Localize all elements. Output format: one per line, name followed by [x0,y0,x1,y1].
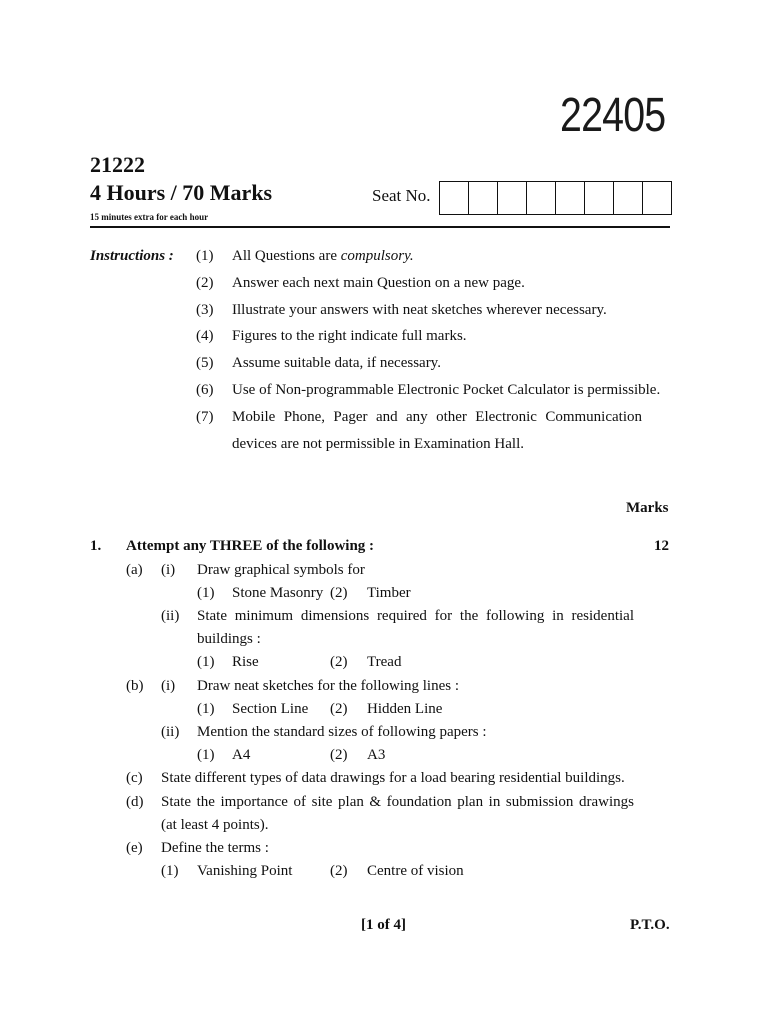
please-turn-over: P.T.O. [630,917,670,933]
question-number: 1. [90,538,102,554]
question-title: Attempt any THREE of the following : [126,538,375,554]
question-text: Draw graphical symbols for [197,562,365,578]
paper-code: 21222 [90,152,145,177]
option-text: Tread [367,654,402,670]
option-number: (2) [330,585,348,601]
option-number: (2) [330,747,348,763]
seat-box[interactable] [584,181,614,215]
instruction-number: (2) [196,275,214,291]
subject-code: 22405 [560,89,666,142]
seat-number-boxes [440,181,672,215]
option-text: Stone Masonry [232,585,324,601]
instruction-number: (4) [196,328,214,344]
instruction-number: (7) [196,409,214,425]
instruction-text: Mobile Phone, Pager and any other Electronic Communication [232,409,642,425]
instruction-text: Use of Non-programmable Electronic Pocket Calculator is permissible. [232,382,661,398]
seat-box[interactable] [439,181,469,215]
question-text: (at least 4 points). [161,817,269,833]
seat-box[interactable] [468,181,498,215]
instruction-number: (3) [196,302,214,318]
option-text: A3 [367,747,386,763]
instruction-number: (5) [196,355,214,371]
sub-question-label: (d) [126,794,144,810]
instruction-number: (1) [196,248,214,264]
instructions-label: Instructions : [90,248,174,264]
part-label: (i) [161,678,176,694]
sub-question-label: (a) [126,562,143,578]
seat-box[interactable] [555,181,585,215]
option-number: (2) [330,701,348,717]
extra-time-note: 15 minutes extra for each hour [90,212,209,222]
instruction-emphasis: compulsory. [340,248,414,264]
duration-marks: 4 Hours / 70 Marks [90,180,273,205]
page-number: [1 of 4] [361,917,406,933]
question-text: State different types of data drawings for a load bearing residential buildings. [161,770,625,786]
instruction-text: devices are not permissible in Examination Hall. [232,436,525,452]
seat-box[interactable] [526,181,556,215]
instruction-number: (6) [196,382,214,398]
option-text: A4 [232,747,251,763]
question-marks: 12 [654,538,669,554]
option-number: (2) [330,654,348,670]
option-text: Vanishing Point [197,863,293,879]
part-label: (ii) [161,608,180,624]
question-text: buildings : [197,631,261,647]
instruction-text [232,248,672,265]
instruction-text: Illustrate your answers with neat sketches wherever necessary. [232,302,607,318]
sub-question-label: (b) [126,678,144,694]
option-number: (1) [197,747,215,763]
option-text: Timber [367,585,411,601]
option-text: Rise [232,654,259,670]
option-text: Section Line [232,701,309,717]
instruction-text: Figures to the right indicate full marks. [232,328,467,344]
option-text: Hidden Line [367,701,443,717]
header-divider [90,226,670,228]
seat-number-label: Seat No. [372,186,431,205]
sub-question-label: (c) [126,770,143,786]
option-number: (1) [197,701,215,717]
option-number: (2) [330,863,348,879]
question-text: Mention the standard sizes of following papers : [197,724,487,740]
instruction-text-part: All Questions are [232,248,341,264]
part-label: (ii) [161,724,180,740]
option-number: (1) [161,863,179,879]
option-text: Centre of vision [367,863,464,879]
instruction-text: Answer each next main Question on a new page. [232,275,525,291]
instruction-text: Assume suitable data, if necessary. [232,355,441,371]
question-text: State the importance of site plan & foundation plan in submission drawings [161,794,634,810]
sub-question-label: (e) [126,840,143,856]
seat-box[interactable] [642,181,672,215]
question-text: State minimum dimensions required for the following in residential [197,608,634,624]
seat-box[interactable] [613,181,643,215]
question-text: Draw neat sketches for the following lines : [197,678,460,694]
option-number: (1) [197,585,215,601]
question-text: Define the terms : [161,840,269,856]
marks-column-heading: Marks [626,500,669,516]
seat-box[interactable] [497,181,527,215]
part-label: (i) [161,562,176,578]
option-number: (1) [197,654,215,670]
